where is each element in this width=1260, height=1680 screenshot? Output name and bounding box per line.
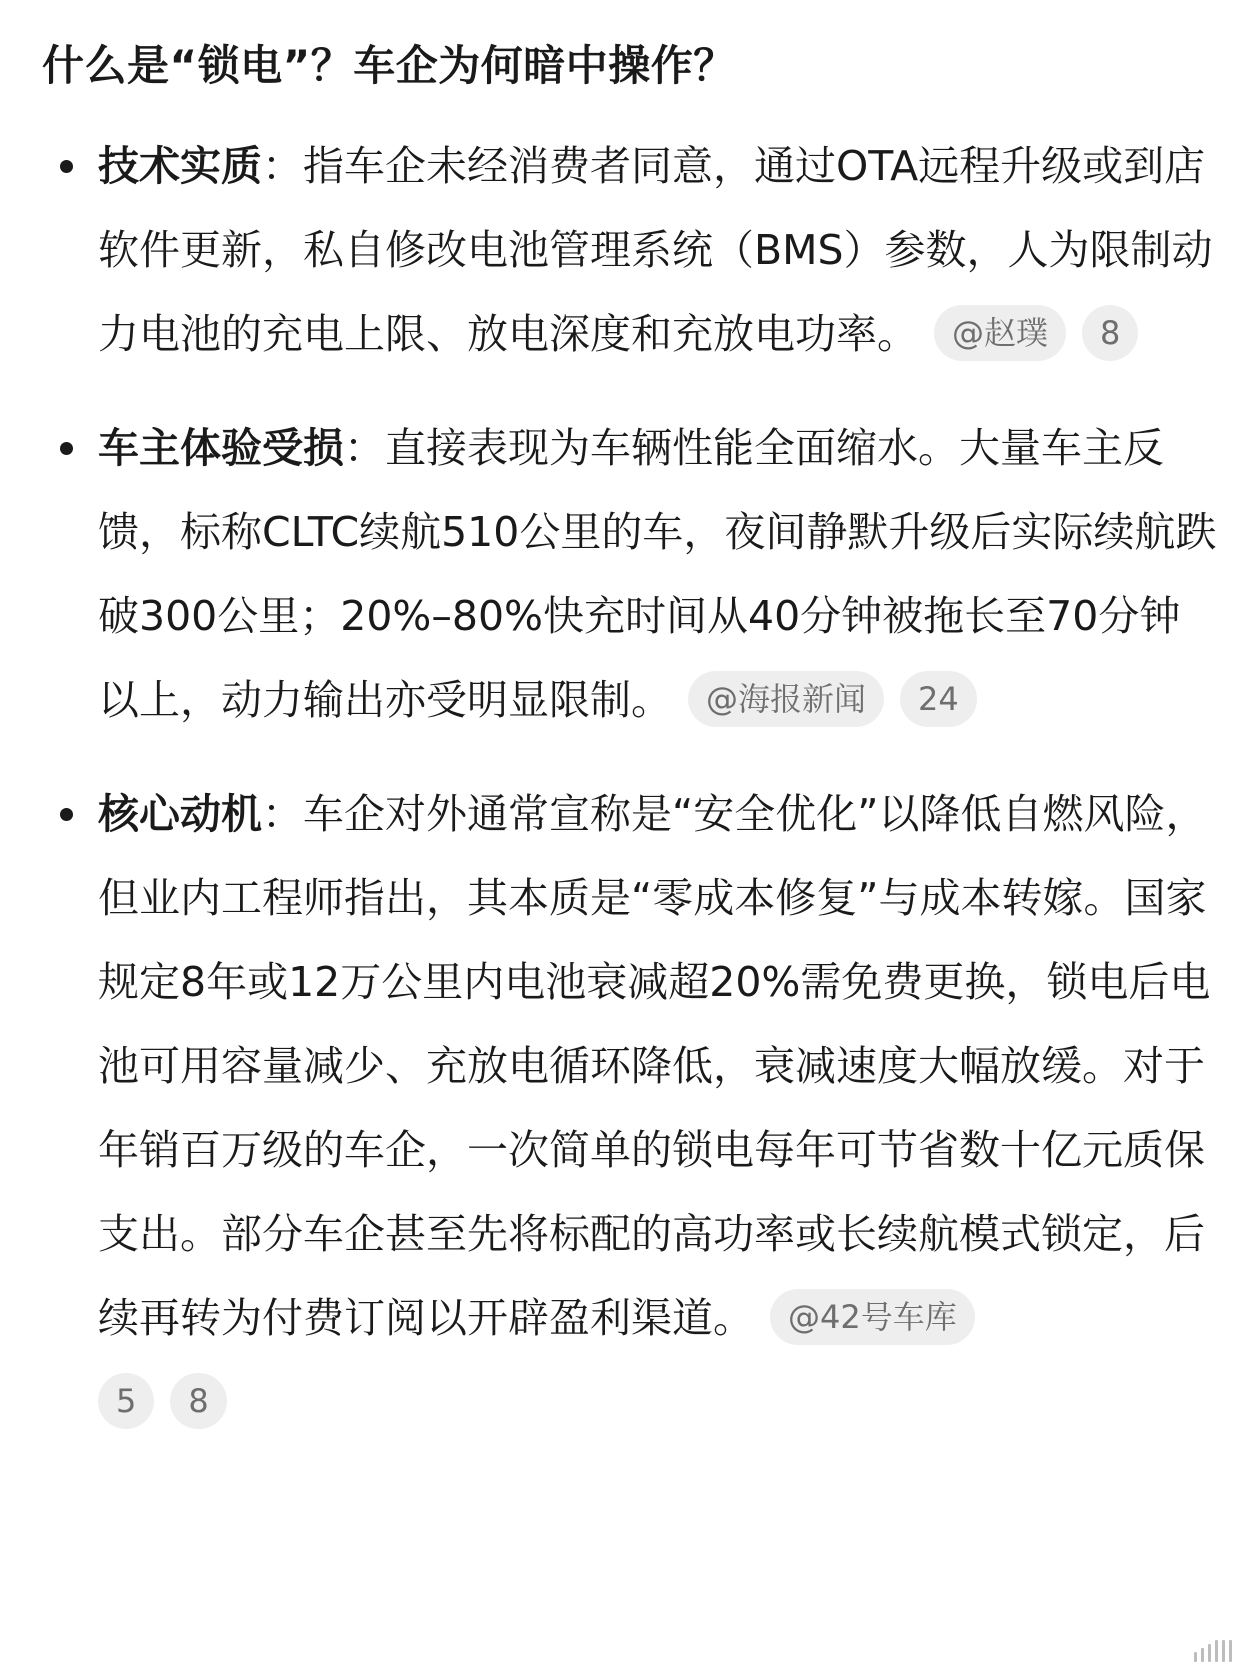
item-body: 车企对外通常宣称是“安全优化”以降低自燃风险，但业内工程师指出，其本质是“零成本修复”与成本转嫁。国家规定8年或12万公里内电池衰减超20%需免费更换，锁电后电池可用容量减少、充放电循环降低，衰减速度大幅放缓。对于年销百万级的车企，一次简单的锁电每年可节省数十亿元质保支出。部分车企甚至先将标配的高功率或长续航模式锁定，后续再转为付费订阅以开辟盈利渠道。 [98, 790, 1211, 1342]
item-separator: ： [344, 424, 385, 472]
page-title: 什么是“锁电”？车企为何暗中操作？ [42, 41, 736, 90]
item-separator: ： [262, 142, 303, 190]
list-item-core-motive [0, 772, 1260, 1444]
item-term: 技术实质 [98, 142, 262, 190]
item-body: 直接表现为车辆性能全面缩水。大量车主反馈，标称CLTC续航510公里的车，夜间静默升级后实际续航跌破300公里；20%–80%快充时间从40分钟被拖长至70分钟以上，动力输出亦受明显限制。 [98, 424, 1217, 724]
item-term: 车主体验受损 [98, 424, 344, 472]
item-term: 核心动机 [98, 790, 262, 838]
answer-list [0, 124, 1260, 1474]
bullet-dot [60, 442, 73, 455]
citation-count-chip[interactable]: 24 [900, 671, 977, 727]
citation-chip-row [82, 1360, 1220, 1444]
bullet-dot [60, 808, 73, 821]
source-chip[interactable]: @赵璞 [934, 305, 1066, 361]
item-separator: ： [262, 790, 303, 838]
list-item-owner-experience [0, 406, 1260, 742]
item-body: 指车企未经消费者同意，通过OTA远程升级或到店软件更新，私自修改电池管理系统（BMS）参数，人为限制动力电池的充电上限、放电深度和充放电功率。 [98, 142, 1213, 358]
citation-count-chip[interactable]: 5 [98, 1373, 154, 1429]
bullet-dot [60, 160, 73, 173]
citation-count-chip[interactable]: 8 [1082, 305, 1138, 361]
citation-count-chip[interactable]: 8 [170, 1373, 226, 1429]
list-item-technical-essence [0, 124, 1260, 376]
resize-grip-icon [1194, 1640, 1238, 1662]
source-chip[interactable]: @42号车库 [770, 1289, 975, 1345]
source-chip[interactable]: @海报新闻 [688, 671, 884, 727]
